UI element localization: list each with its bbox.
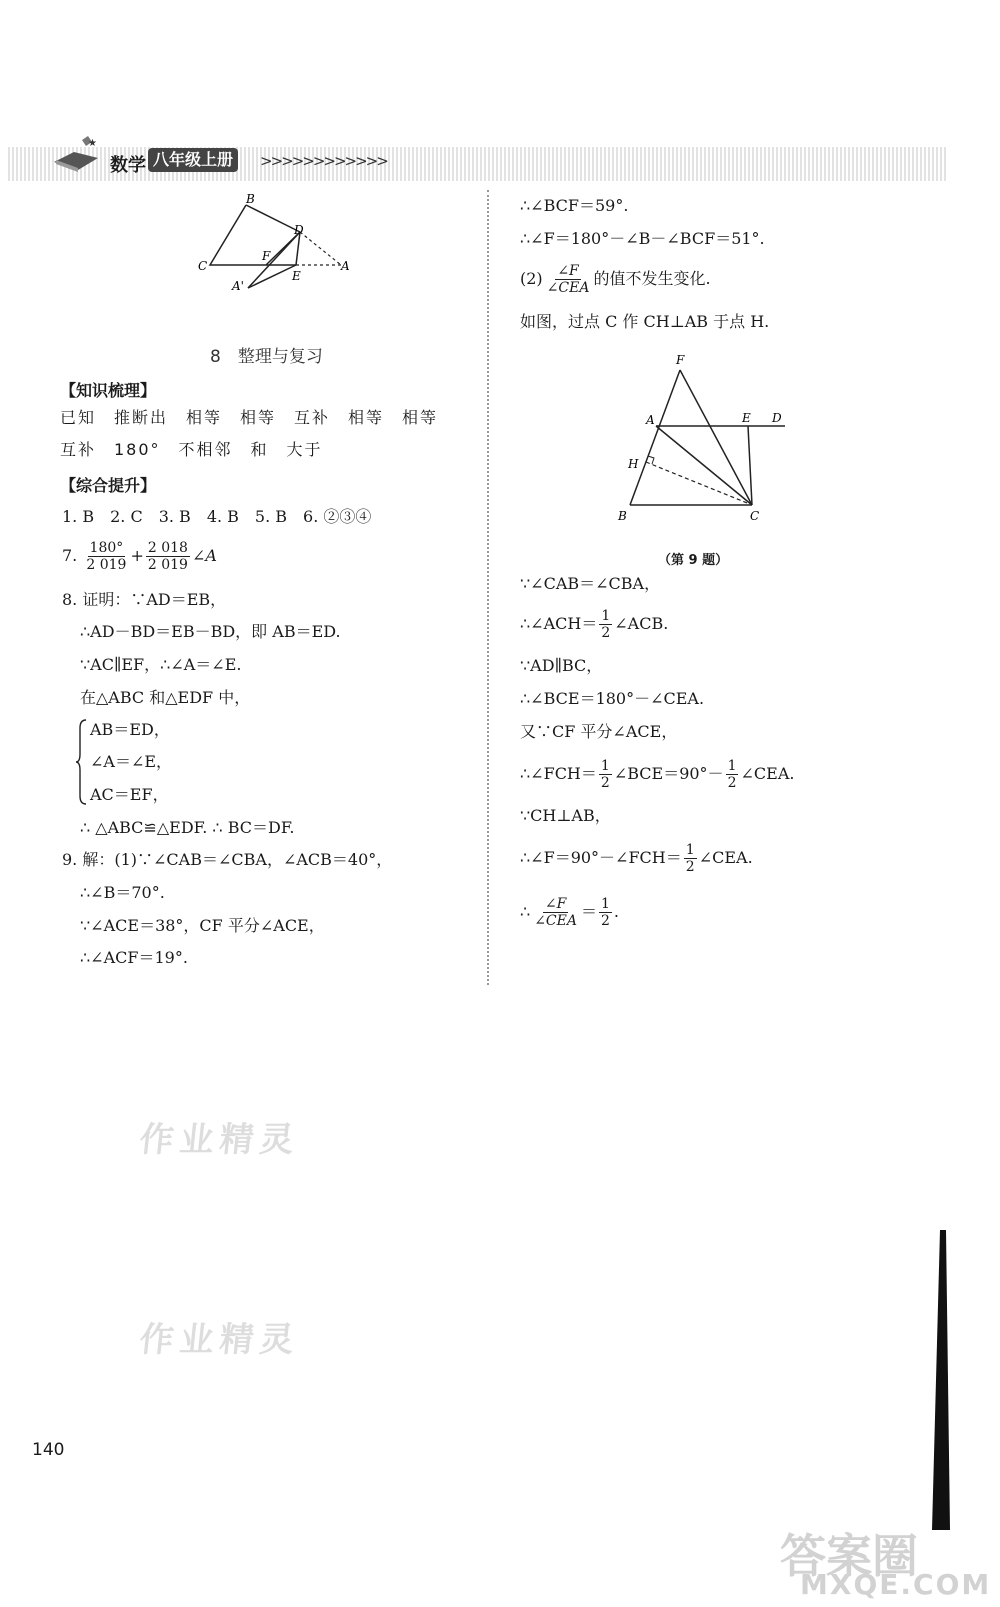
r6-num: 1 <box>601 608 611 624</box>
q8-line-2: ∴AD－BD＝EB－BD，即 AB＝ED. <box>80 622 341 641</box>
q7-prefix: 7. <box>62 546 78 565</box>
r3-fraction <box>545 263 592 296</box>
q9-line-4: ∴∠ACF＝19°. <box>80 948 188 967</box>
fig2-label-f: F <box>676 353 685 367</box>
fig2-label-d: D <box>772 411 782 425</box>
r-line-1: ∴∠BCF＝59°. <box>520 196 629 215</box>
r3-prefix: (2) <box>520 269 543 288</box>
r-line-12 <box>520 842 753 875</box>
q7-fraction-2 <box>146 540 190 573</box>
svg-text:★: ★ <box>88 138 97 149</box>
r13-fraction-2 <box>599 896 612 929</box>
r12-num: 1 <box>685 842 695 858</box>
q7-plus: + <box>130 546 144 565</box>
q7-fraction-1 <box>84 540 128 573</box>
q9-line-1: 9. 解：(1)∵∠CAB＝∠CBA，∠ACB＝40°， <box>62 850 393 869</box>
site-watermark: 答案圈 <box>780 1529 918 1583</box>
header-grade: 八年级上册 <box>148 148 238 172</box>
knowledge-line-1: 已知 推断出 相等 相等 互补 相等 相等 <box>60 408 439 427</box>
column-divider <box>487 190 489 985</box>
fig2-label-a: A <box>646 413 655 427</box>
fig1-label-a-prime: A' <box>232 279 244 293</box>
header-subject: 数学 <box>110 155 146 176</box>
r10-prefix: ∴∠FCH＝ <box>520 764 597 783</box>
r13-den: ∠CEA <box>534 913 577 929</box>
r6-prefix: ∴∠ACH＝ <box>520 614 598 633</box>
r13-suffix: . <box>613 902 619 921</box>
r-line-2: ∴∠F＝180°－∠B－∠BCF＝51°. <box>520 229 765 248</box>
q7-f1-den: 2 019 <box>86 557 127 573</box>
header-arrows: >>>>>>>>>>>> <box>260 152 387 170</box>
knowledge-tag: 【知识梳理】 <box>60 381 157 400</box>
r10-fraction-2 <box>726 758 739 791</box>
r10-num-2: 1 <box>727 758 737 774</box>
system-brace <box>76 718 88 806</box>
q8-line-1: 8. 证明：∵AD＝EB， <box>62 590 227 609</box>
fig2-label-e: E <box>742 411 751 425</box>
r13-mid: ＝ <box>580 902 597 921</box>
figure-caption: （第 9 题） <box>658 553 729 568</box>
answers-1-6: 1. B 2. C 3. B 4. B 5. B 6. ②③④ <box>62 507 372 526</box>
fig2-label-b: B <box>618 509 627 523</box>
page-edge-shadow <box>928 1230 954 1530</box>
fig1-label-b: B <box>246 192 255 206</box>
q9-line-3: ∵∠ACE＝38°，CF 平分∠ACE， <box>80 916 325 935</box>
r10-den: 2 <box>600 775 610 791</box>
r6-den: 2 <box>601 625 611 641</box>
r13-num-2: 1 <box>600 896 610 912</box>
q9-line-2: ∴∠B＝70°. <box>80 883 165 902</box>
r-line-9: 又∵CF 平分∠ACE， <box>520 722 678 741</box>
comprehensive-tag: 【综合提升】 <box>60 476 157 495</box>
r3-num: ∠F <box>557 263 579 279</box>
q7-f2-num: 2 018 <box>147 540 188 556</box>
r-line-6 <box>520 608 668 641</box>
q8-line-5: ∴ △ABC≌△EDF. ∴ BC＝DF. <box>80 818 295 837</box>
r-line-11: ∵CH⊥AB， <box>520 806 611 825</box>
section-title: 8 整理与复习 <box>210 347 323 367</box>
r12-fraction <box>684 842 697 875</box>
r3-suffix: 的值不发生变化. <box>593 269 711 288</box>
q8-cond-2: ∠A＝∠E， <box>90 752 173 771</box>
fig1-label-d: D <box>294 223 304 237</box>
q8-cond-1: AB＝ED， <box>90 720 170 739</box>
watermark-1: 作业精灵 <box>137 1120 302 1160</box>
r12-suffix: ∠CEA. <box>698 848 753 867</box>
r-line-8: ∴∠BCE＝180°－∠CEA. <box>520 689 705 708</box>
q8-line-4: 在△ABC 和△EDF 中， <box>80 688 251 707</box>
r-line-5: ∵∠CAB＝∠CBA， <box>520 574 661 593</box>
q7-f2-den: 2 019 <box>147 557 188 573</box>
r-line-13 <box>520 896 619 929</box>
r-line-4: 如图，过点 C 作 CH⊥AB 于点 H. <box>520 312 770 331</box>
r13-den-2: 2 <box>600 913 610 929</box>
q8-cond-3: AC＝EF， <box>90 785 169 804</box>
fig2-label-c: C <box>750 509 760 523</box>
figure-1-diagram <box>196 190 356 300</box>
r12-den: 2 <box>685 859 695 875</box>
fig1-label-f: F <box>262 249 271 263</box>
r13-fraction-1 <box>532 896 579 929</box>
r10-mid: ∠BCE＝90°－ <box>613 764 724 783</box>
fig1-label-a: A <box>341 259 350 273</box>
r10-den-2: 2 <box>727 775 737 791</box>
fig2-label-h: H <box>628 457 639 471</box>
r10-suffix: ∠CEA. <box>740 764 795 783</box>
q7-f1-num: 180° <box>89 540 124 556</box>
q8-line-3: ∵AC∥EF，∴∠A＝∠E. <box>80 655 242 674</box>
r12-prefix: ∴∠F＝90°－∠FCH＝ <box>520 848 682 867</box>
r13-num: ∠F <box>544 896 567 912</box>
book-icon <box>52 134 102 174</box>
r-line-10 <box>520 758 794 791</box>
knowledge-line-2: 互补 180° 不相邻 和 大于 <box>60 440 323 459</box>
r-line-3 <box>520 263 711 296</box>
r6-suffix: ∠ACB. <box>614 614 669 633</box>
q7-line <box>62 540 217 573</box>
r10-num: 1 <box>600 758 610 774</box>
figure-2-diagram <box>610 350 800 525</box>
r10-fraction-1 <box>599 758 612 791</box>
fig1-label-e: E <box>292 269 301 283</box>
site-url-watermark: MXQE.COM <box>800 1568 992 1601</box>
r-line-7: ∵AD∥BC， <box>520 656 603 675</box>
r6-fraction <box>599 608 612 641</box>
fig1-label-c: C <box>198 259 208 273</box>
r3-den: ∠CEA <box>546 280 590 296</box>
q7-suffix: ∠A <box>191 546 217 565</box>
page-number: 140 <box>32 1440 65 1460</box>
r13-prefix: ∴ <box>520 902 531 921</box>
watermark-2: 作业精灵 <box>137 1320 302 1360</box>
